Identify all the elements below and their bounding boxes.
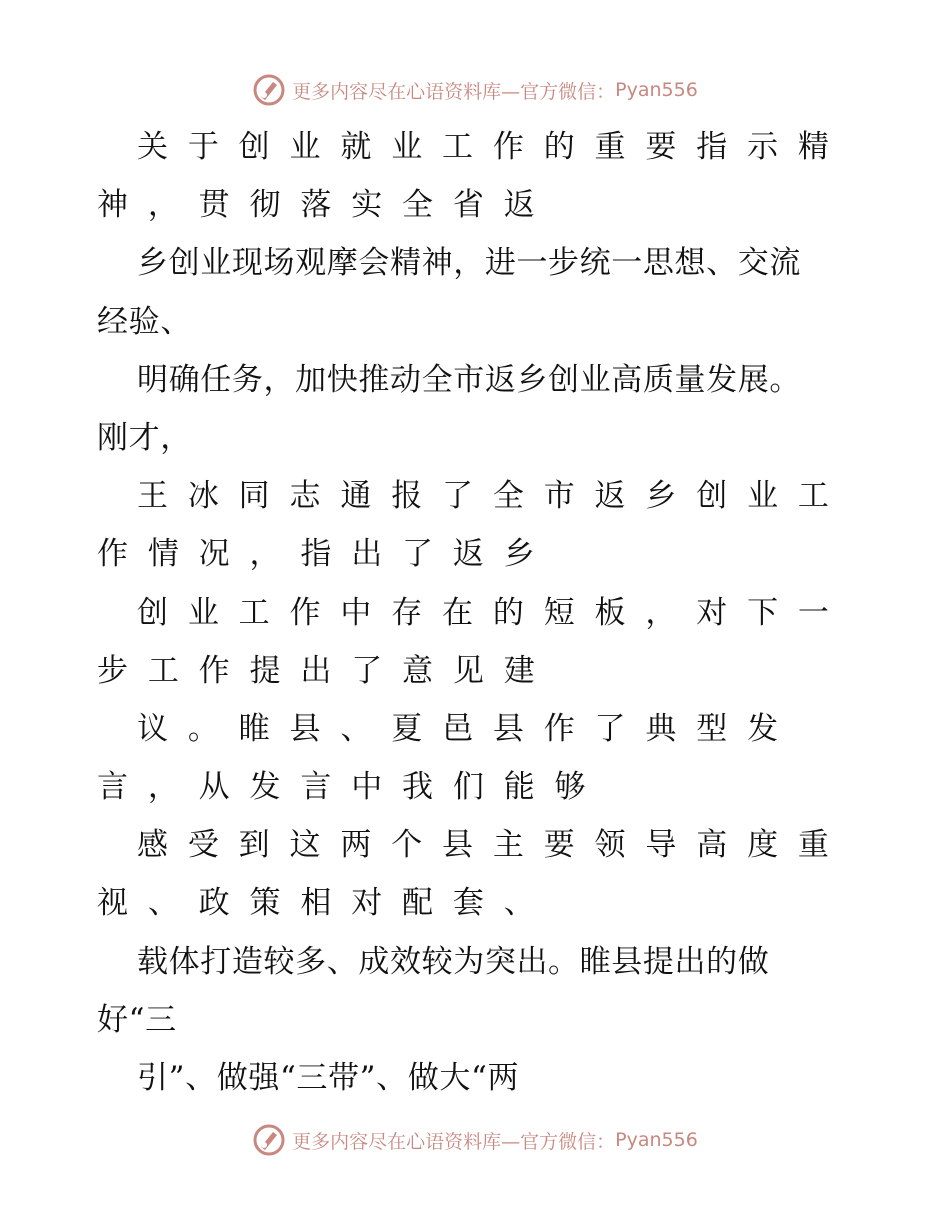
watermark-wechat-id: Pyan556 [615, 79, 698, 101]
brush-stamp-icon [252, 73, 286, 107]
paragraph-line: 言，从发言中我们能够 [97, 769, 606, 806]
brush-stamp-icon [252, 1123, 286, 1157]
paragraph-line: 步工作提出了意见建 [97, 652, 555, 689]
paragraph-line: 感受到这两个县主要领导高度重 [137, 827, 849, 864]
watermark-text: 更多内容尽在心语资料库—官方微信： [292, 80, 616, 103]
watermark-wechat-id: Pyan556 [615, 1129, 698, 1151]
paragraph-line: 王冰同志通报了全市返乡创业工 [137, 478, 849, 515]
paragraph-line: 议。睢县、夏邑县作了典型发 [137, 710, 798, 747]
paragraph-line: 创业工作中存在的短板，对下一 [137, 594, 849, 631]
paragraph-line: 神，贯彻落实全省返 [97, 187, 555, 224]
paragraph-line: 载体打造较多、成效较为突出。睢县提出的做 [137, 943, 770, 980]
paragraph-line: 作情况，指出了返乡 [97, 536, 555, 573]
paragraph-line: 关于创业就业工作的重要指示精 [137, 129, 849, 165]
paragraph-line: 视、政策相对配套、 [97, 885, 555, 922]
document-body [97, 118, 857, 1107]
paragraph-line: 经验、 [97, 303, 192, 340]
paragraph-line: 乡创业现场观摩会精神，进一步统一思想、交流 [137, 245, 802, 282]
footer-watermark [0, 1120, 950, 1160]
header-watermark [0, 70, 950, 110]
paragraph-line: 引”、做强“三带”、做大“两 [137, 1060, 520, 1096]
paragraph-line: 好“三 [97, 1001, 177, 1038]
watermark-text: 更多内容尽在心语资料库—官方微信： [292, 1130, 616, 1153]
paragraph-line: 刚才， [97, 419, 192, 456]
paragraph-line: 明确任务，加快推动全市返乡创业高质量发展。 [137, 361, 802, 398]
